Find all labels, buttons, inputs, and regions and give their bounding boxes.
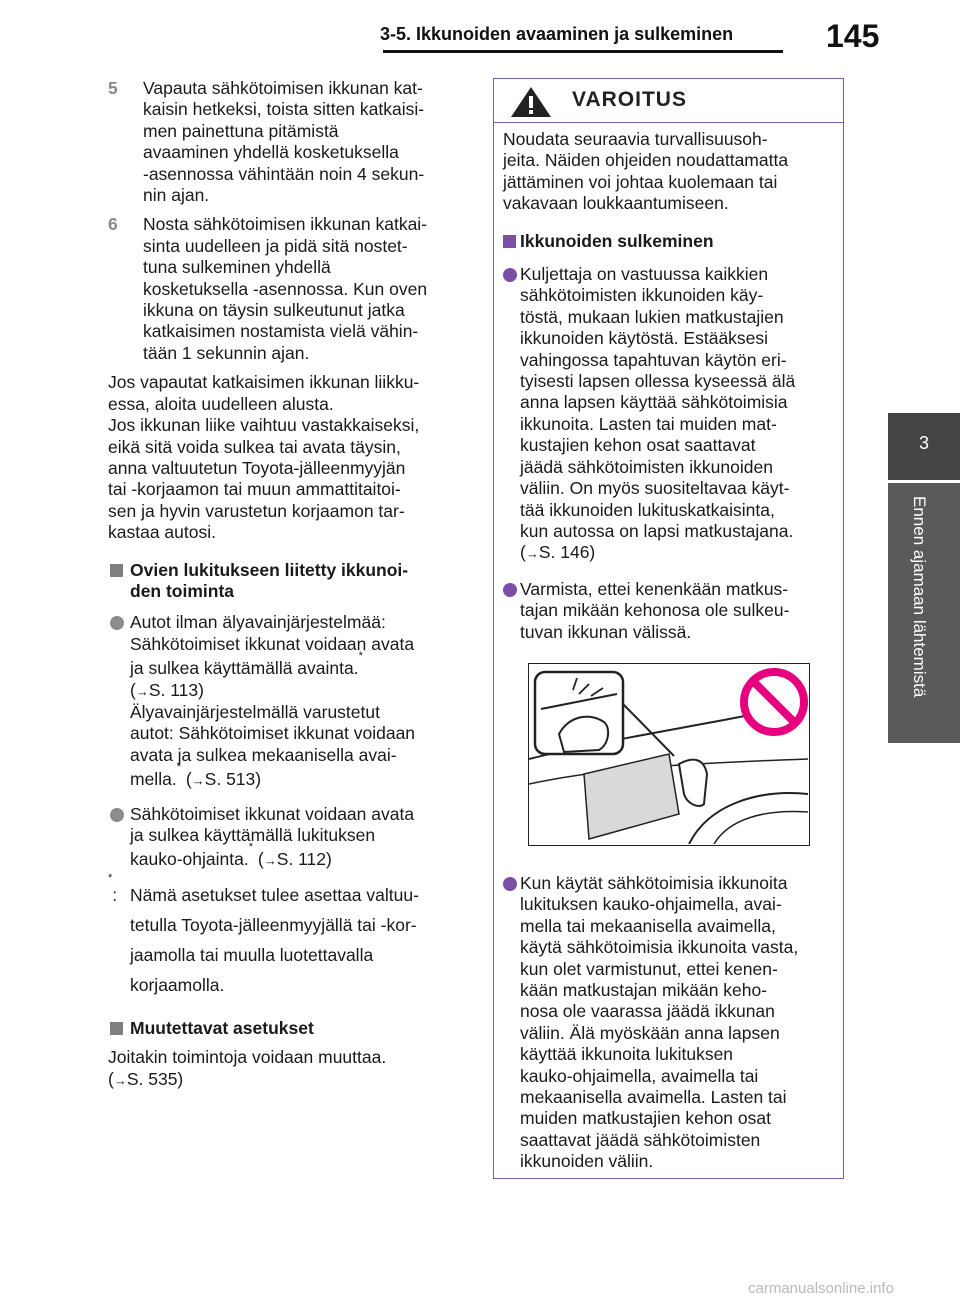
left-column xyxy=(108,78,468,1091)
text-line: kun autossa on lapsi matkustajana. xyxy=(520,520,794,541)
page-reference[interactable]: S. 113) xyxy=(148,679,204,700)
text-line: lukituksen kauko-ohjaimella, avai- xyxy=(520,894,782,915)
text-line: den toiminta xyxy=(130,580,235,601)
arrow-icon: → xyxy=(113,1072,127,1088)
text-line: jäädä sähkötoimisten ikkunoiden xyxy=(520,456,773,477)
list-item: Autot ilman älyavainjärjestelmää: Sähkötoimiset ikkunat voidaan avata ja sulkea käyttämällä avainta.* (→S. 113) Älyavainjärjestelmällä varustetut autot: Sähkötoimiset ikkunat voidaan avata ja sulkea mekaanisella avai- mella.* (→S. 513) xyxy=(108,612,468,791)
text-line: mella tai mekaanisella avaimella, xyxy=(520,915,776,936)
text-line: jaamolla tai muulla luotettavalla xyxy=(130,944,374,965)
arrow-icon: → xyxy=(525,546,539,562)
step-number: 5 xyxy=(108,78,118,98)
arrow-icon: → xyxy=(135,683,149,699)
warning-triangle-icon xyxy=(510,86,552,118)
text-line: väliin. Älä myöskään anna lapsen xyxy=(520,1022,780,1043)
text-line: Ovien lukitukseen liitetty ikkunoi- xyxy=(130,559,409,580)
warning-header xyxy=(494,79,843,123)
text-line: tuna sulkeminen yhdellä xyxy=(143,257,331,278)
text-line: ikkunoiden väliin. xyxy=(520,1151,654,1172)
text-line: ja sulkea käyttämällä avainta. xyxy=(130,658,359,679)
text-line: kauko-ohjainta. xyxy=(130,849,249,870)
text-line: Kun käytät sähkötoimisia ikkunoita xyxy=(520,872,788,893)
text-line: avata ja sulkea mekaanisella avai- xyxy=(130,744,397,765)
text-line: töstä, mukaan lukien matkustajien xyxy=(520,306,784,327)
text-line: mekaanisella avaimella. Lasten tai xyxy=(520,1087,787,1107)
text-line: ikkunoiden käytöstä. Estääksesi xyxy=(520,328,769,349)
footer-watermark: carmanualsonline.info xyxy=(748,1280,894,1297)
text-line: Vapauta sähkötoimisen ikkunan kat- xyxy=(143,78,423,98)
warning-intro xyxy=(503,129,833,215)
text-line: autot: Sähkötoimiset ikkunat voidaan xyxy=(130,723,416,744)
text-line: Älyavainjärjestelmällä varustetut xyxy=(130,701,380,722)
square-bullet-icon xyxy=(110,1022,123,1035)
text-line: muiden matkustajien kehon osat xyxy=(520,1108,771,1129)
footnote-mark: * xyxy=(176,761,181,774)
chapter-tab xyxy=(888,413,960,480)
circle-bullet-icon xyxy=(503,268,517,282)
page-number: 145 xyxy=(826,18,880,54)
text-line: jättäminen voi johtaa kuolemaan tai xyxy=(503,171,778,192)
text-line: jeita. Näiden ohjeiden noudattamatta xyxy=(503,150,789,171)
text-line: Jos vapautat katkaisimen ikkunan liikku- xyxy=(108,372,420,393)
text-line: Sähkötoimiset ikkunat voidaan avata xyxy=(130,803,415,824)
text-line: avaaminen yhdellä kosketuksella xyxy=(143,142,399,163)
page-reference[interactable]: S. 513) xyxy=(204,769,262,790)
text-line: tyisesti lapsen ollessa kyseessä älä xyxy=(520,371,796,392)
circle-bullet-icon xyxy=(503,583,517,597)
text-line: tajan mikään kehonosa ole sulkeu- xyxy=(520,600,790,621)
warning-box xyxy=(493,78,844,1179)
text-line: saattavat jäädä sähkötoimisten xyxy=(520,1129,761,1150)
footnote-mark: * xyxy=(358,650,363,663)
warning-content xyxy=(503,129,833,1173)
text-line: sinta uudelleen ja pidä sitä nostet- xyxy=(143,235,408,256)
text-line: -asennossa vähintään noin 4 sekun- xyxy=(143,163,425,184)
text-line: tää ikkunoiden lukituskatkaisinta, xyxy=(520,499,775,520)
page-reference[interactable]: S. 146) xyxy=(538,542,596,563)
warning-title: VAROITUS xyxy=(572,88,687,111)
text-line: kastaa autosi. xyxy=(108,522,216,543)
page-reference[interactable]: S. 535) xyxy=(126,1068,184,1089)
arrow-icon: → xyxy=(191,773,205,789)
square-bullet-icon xyxy=(110,564,123,577)
text-line: anna lapsen käyttää sähkötoimisia xyxy=(520,392,788,413)
text-line: ja sulkea käyttämällä lukituksen xyxy=(130,825,376,845)
text-line: tuvan ikkunan välissä. xyxy=(520,621,692,642)
text-line: eikä sitä voida sulkea tai avata täysin, xyxy=(108,436,401,457)
warning-list-item: Kuljettaja on vastuussa kaikkien sähkötoimisten ikkunoiden käy- töstä, mukaan lukien matkustajien ikkunoiden käytöstä. Estääksesi vahingossa tapahtuvan käytön eri- tyisesti lapsen ollessa kyseessä älä anna lapsen käyttää sähkötoimisia ikkunoita. Lasten tai muiden mat- kustajien kehon osat saattavat jäädä sähkötoimisten ikkunoiden väliin. On myös suositeltavaa käyt- tää ikkunoiden lukituskatkaisinta, kun autossa on lapsi matkustajana. (→S. 146) xyxy=(503,264,833,565)
text-line: Varmista, ettei kenenkään matkus- xyxy=(520,578,789,599)
step-6 xyxy=(108,214,468,364)
text-line: kään matkustajan mikään keho- xyxy=(520,979,768,1000)
header-title: 3-5. Ikkunoiden avaaminen ja sulkeminen xyxy=(380,24,734,44)
text-line: sen ja hyvin varustetun korjaamon tar- xyxy=(108,500,405,521)
text-line: väliin. On myös suositeltavaa käyt- xyxy=(520,478,790,499)
text-line: anna valtuutetun Toyota-jälleenmyyjän xyxy=(108,457,406,478)
text-line: Nämä asetukset tulee asettaa valtuu- xyxy=(130,884,419,905)
text-line: vahingossa tapahtuvan käytön eri- xyxy=(520,349,787,370)
text-line: men painettuna pitämistä xyxy=(143,120,339,141)
text-line: tetulla Toyota-jälleenmyyjällä tai -kor- xyxy=(130,914,417,935)
footnote-mark: * xyxy=(248,841,253,854)
section-heading xyxy=(108,560,468,603)
text-line: Nosta sähkötoimisen ikkunan katkai- xyxy=(143,214,428,235)
warning-list-item xyxy=(503,579,833,643)
text-line: ikkunoita. Lasten tai muiden mat- xyxy=(520,413,777,434)
text-line: käytä sähkötoimisia ikkunoita vasta, xyxy=(520,937,799,958)
warning-section-heading xyxy=(503,231,833,252)
page-header xyxy=(0,0,960,72)
text-line: korjaamolla. xyxy=(130,974,225,995)
text-line: Autot ilman älyavainjärjestelmää: xyxy=(130,612,386,633)
text-line: vakavaan loukkaantumiseen. xyxy=(503,193,729,214)
text-line: käyttää ikkunoita lukituksen xyxy=(520,1044,734,1065)
text-line: Noudata seuraavia turvallisuusoh- xyxy=(503,129,768,149)
window-pinch-illustration xyxy=(528,663,810,846)
square-bullet-icon xyxy=(503,235,516,248)
text-line: nosa ole vaarassa jäädä ikkunan xyxy=(520,1001,775,1022)
text-line: nin ajan. xyxy=(143,185,210,206)
circle-bullet-icon xyxy=(503,877,517,891)
text-line: kustajien kehon osat saattavat xyxy=(520,435,756,456)
body-paragraph: Joitakin toimintoja voidaan muuttaa. (→S. 535) xyxy=(108,1047,468,1091)
step-number: 6 xyxy=(108,214,118,235)
text-line: Ikkunoiden sulkeminen xyxy=(520,230,714,251)
footnote-mark: *: xyxy=(108,871,118,905)
text-line: mella. xyxy=(130,769,177,790)
text-line: katkaisimen nostamista vielä vähin- xyxy=(143,321,419,342)
arrow-icon: → xyxy=(263,853,277,869)
chapter-number: 3 xyxy=(918,433,929,453)
text-line: tai -korjaamon tai muun ammattitaitoi- xyxy=(108,479,401,500)
header-rule xyxy=(383,50,783,53)
circle-bullet-icon xyxy=(110,616,124,630)
text-line: kun olet varmistunut, ettei kenen- xyxy=(520,958,778,979)
car-window-drawing xyxy=(529,664,808,844)
text-line: kauko-ohjaimella, avaimella tai xyxy=(520,1065,759,1086)
text-line: kaisin hetkeksi, toista sitten katkaisi- xyxy=(143,99,425,120)
footnote-star: * xyxy=(108,871,113,884)
text-line: essa, aloita uudelleen alusta. xyxy=(108,393,334,414)
text-line: ikkuna on täysin sulkeutunut jatka xyxy=(143,300,405,321)
text-line: Sähkötoimiset ikkunat voidaan avata xyxy=(130,633,415,654)
footnote xyxy=(108,871,468,1000)
text-line: sähkötoimisten ikkunoiden käy- xyxy=(520,285,764,306)
page-reference[interactable]: S. 112) xyxy=(276,849,332,870)
section-heading xyxy=(108,1018,468,1039)
step-5 xyxy=(108,78,468,206)
chapter-label: Ennen ajamaan lähtemistä xyxy=(910,496,929,698)
list-item: Sähkötoimiset ikkunat voidaan avata ja sulkea käyttämällä lukituksen kauko-ohjainta.* (→S. 112) xyxy=(108,804,468,872)
text-line: Muutettavat asetukset xyxy=(130,1017,314,1038)
text-line: Kuljettaja on vastuussa kaikkien xyxy=(520,264,769,285)
circle-bullet-icon xyxy=(110,808,124,822)
warning-list-item xyxy=(503,873,833,1173)
text-line: Joitakin toimintoja voidaan muuttaa. xyxy=(108,1047,387,1068)
text-line: tään 1 sekunnin ajan. xyxy=(143,342,310,363)
text-line: kosketuksella -asennossa. Kun oven xyxy=(143,278,428,299)
chapter-label-tab xyxy=(888,483,960,743)
body-paragraph xyxy=(108,372,468,543)
text-line: Jos ikkunan liike vaihtuu vastakkaiseksi, xyxy=(108,415,420,436)
